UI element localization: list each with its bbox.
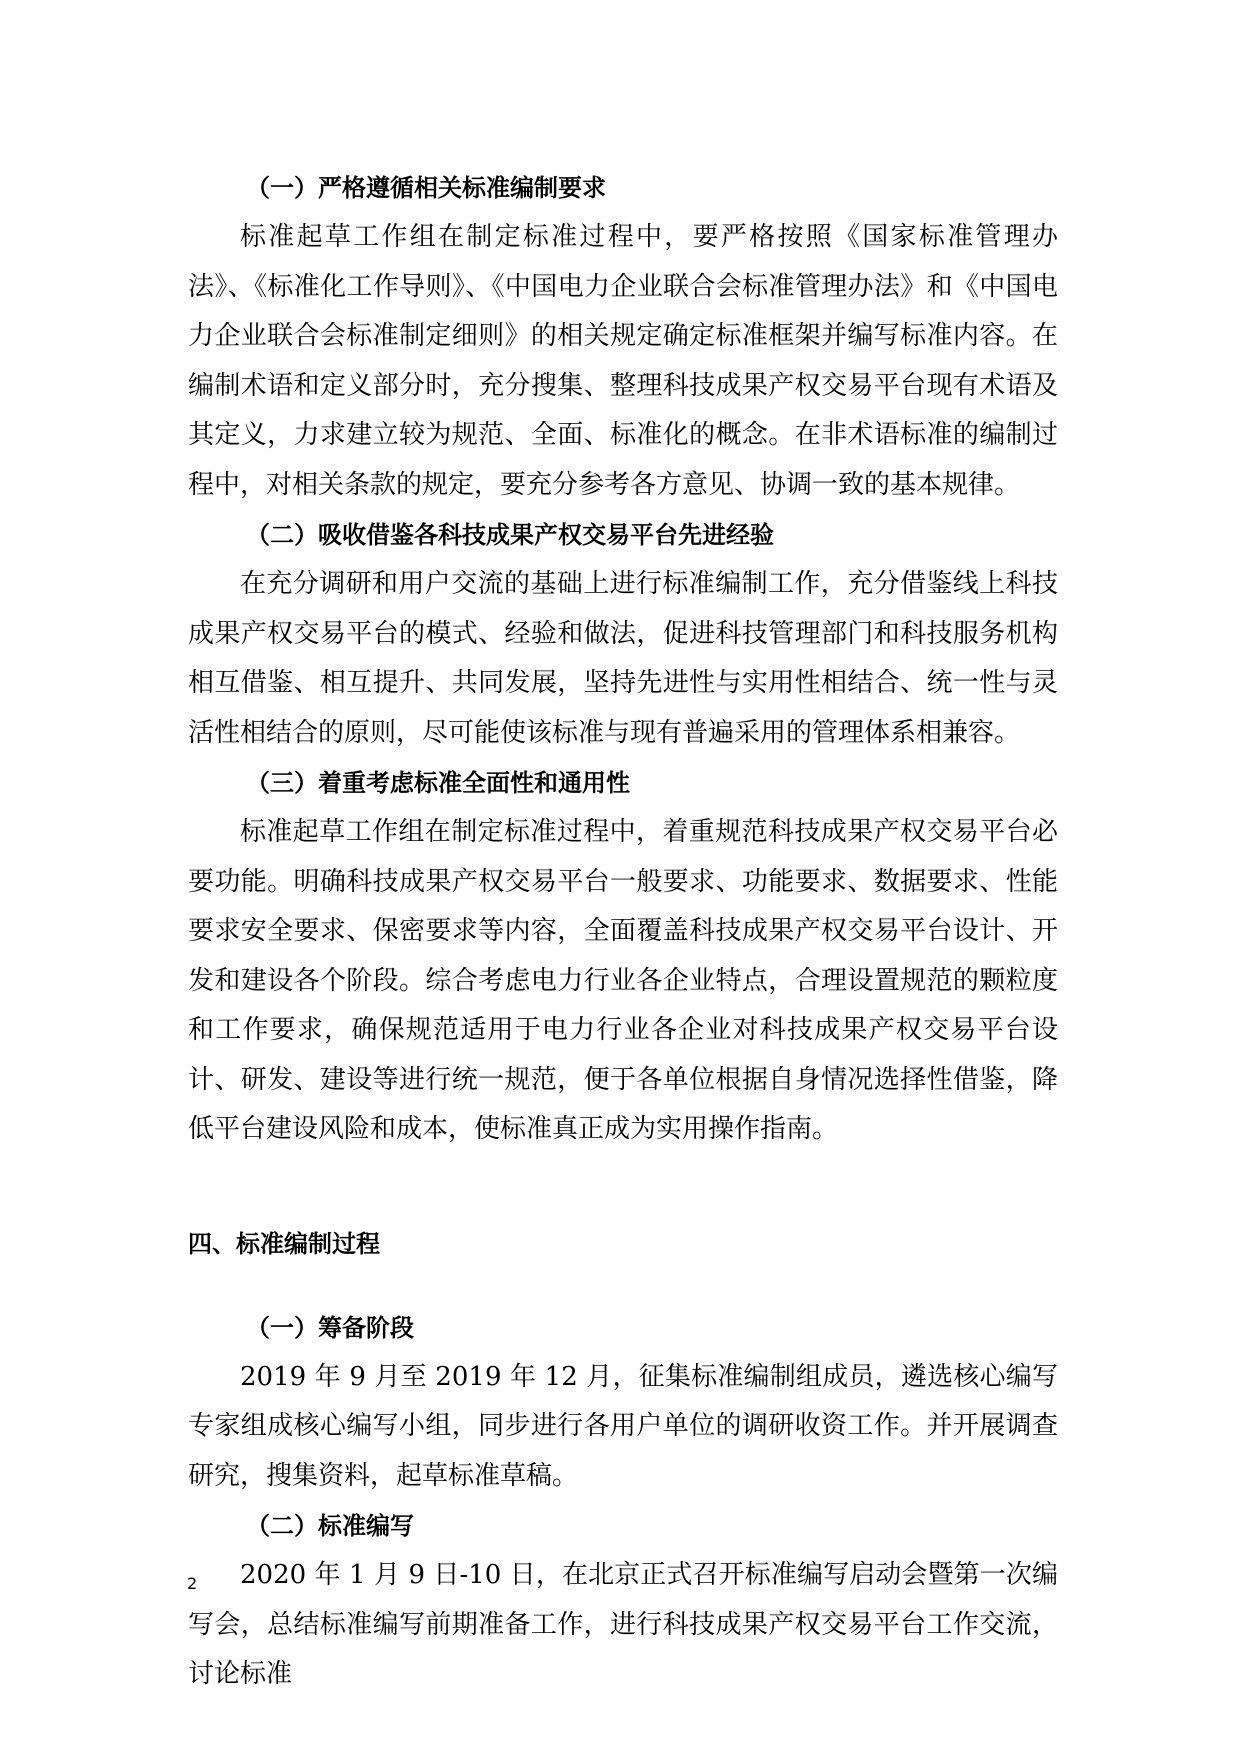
page-number: 2 xyxy=(187,1574,198,1593)
subsection-heading-2: （二）吸收借鉴各科技成果产权交易平台先进经验 xyxy=(246,521,774,549)
stage-body-drafting: 2020 年 1 月 9 日-10 日，在北京正式召开标准编写启动会暨第一次编写会，总结标准编写前期准备工作，进行科技成果产权交易平台工作交流，讨论标准 xyxy=(188,1560,1058,1689)
subsection-body-2: 在充分调研和用户交流的基础上进行标准编制工作，充分借鉴线上科技成果产权交易平台的模式、经验和做法，促进科技管理部门和科技服务机构相互借鉴、相互提升、共同发展，坚持先进性与实用性相结合、统一性与灵活性相结合的原则，尽可能使该标准与现有普遍采用的管理体系相兼容。 xyxy=(188,569,1058,748)
section-spacer xyxy=(188,1269,1058,1303)
subsection-body-1: 标准起草工作组在制定标准过程中，要严格按照《国家标准管理办法》、《标准化工作导则》、《中国电力企业联合会标准管理办法》和《中国电力企业联合会标准制定细则》的相关规定确定标准框架并编写标准内容。在编制术语和定义部分时，充分搜集、整理科技成果产权交易平台现有术语及其定义，力求建立较为规范、全面、标准化的概念。在非术语标准的编制过程中，对相关条款的规定，要充分参考各方意见、协调一致的基本规律。 xyxy=(188,222,1058,500)
stage-heading-drafting: （二）标准编写 xyxy=(246,1512,414,1540)
stage-heading-preparation: （一）筹备阶段 xyxy=(246,1313,414,1342)
subsection-heading-3: （三）着重考虑标准全面性和通用性 xyxy=(246,769,630,797)
subsection-heading-1: （一）严格遵循相关标准编制要求 xyxy=(246,174,606,202)
section-four-title: 四、标准编制过程 xyxy=(188,1229,380,1258)
section-spacer xyxy=(188,1155,1058,1219)
page-content xyxy=(188,163,1058,1700)
stage-body-preparation: 2019 年 9 月至 2019 年 12 月，征集标准编制组成员，遴选核心编写专家组成核心编写小组，同步进行各用户单位的调研收资工作。并开展调查研究，搜集资料，起草标准草稿。 xyxy=(188,1361,1058,1491)
subsection-body-3: 标准起草工作组在制定标准过程中，着重规范科技成果产权交易平台必要功能。明确科技成果产权交易平台一般要求、功能要求、数据要求、性能要求安全要求、保密要求等内容，全面覆盖科技成果产权交易平台设计、开发和建设各个阶段。综合考虑电力行业各企业特点，合理设置规范的颗粒度和工作要求，确保规范适用于电力行业各企业对科技成果产权交易平台设计、研发、建设等进行统一规范，便于各单位根据自身情况选择性借鉴，降低平台建设风险和成本，使标准真正成为实用操作指南。 xyxy=(188,817,1058,1144)
